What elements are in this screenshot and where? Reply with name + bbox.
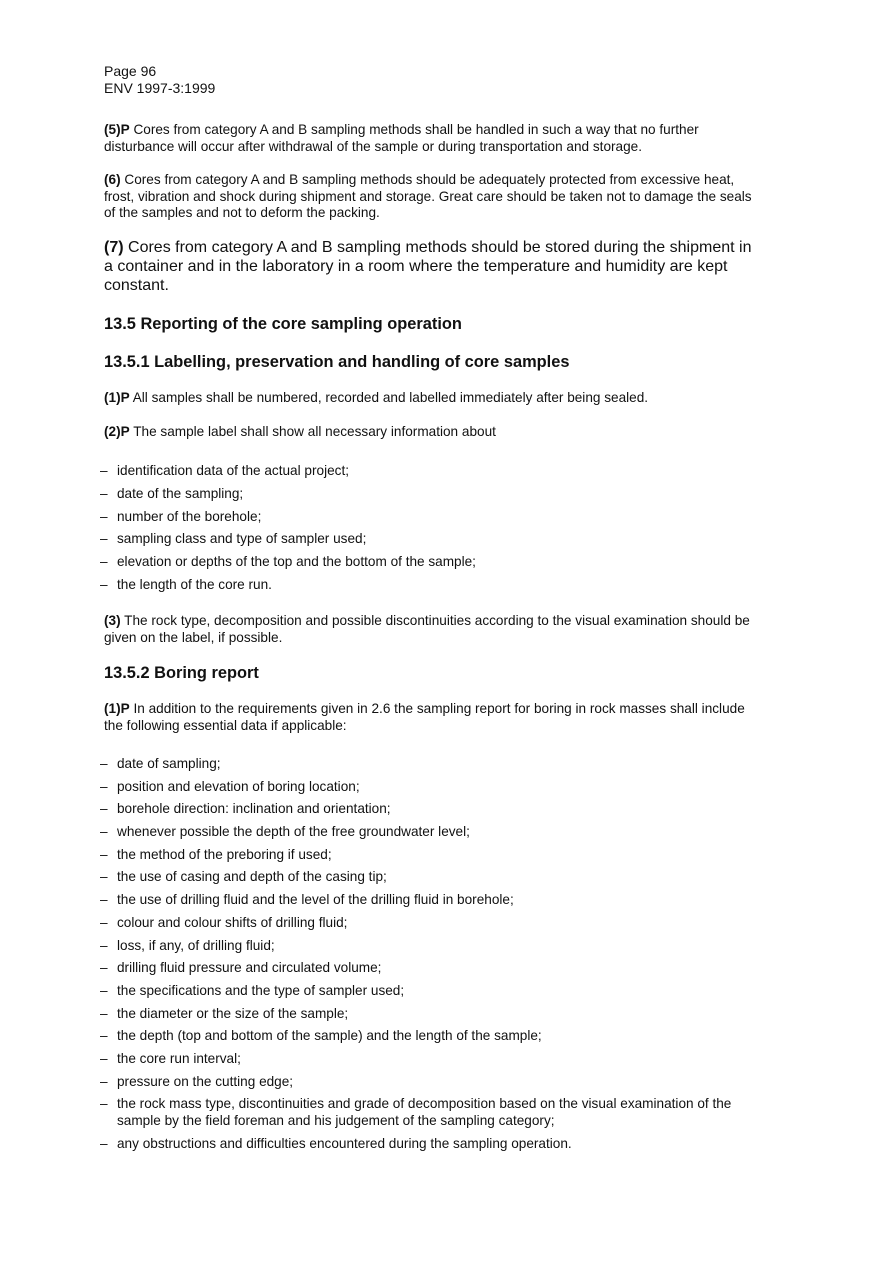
list-dash: –: [100, 1028, 108, 1044]
clause-text: Cores from category A and B sampling methods shall be handled in such a way that no further disturbance will occur after withdrawal of the sample or during transportation and storage.: [104, 122, 699, 154]
list-item: [100, 779, 770, 796]
list-item-text: drilling fluid pressure and circulated volume;: [117, 960, 382, 976]
list-dash: –: [100, 937, 108, 953]
list-item-text: the length of the core run.: [117, 576, 272, 592]
paragraph-2p-label: [104, 424, 764, 441]
list-item: [100, 756, 770, 773]
list-item-text: elevation or depths of the top and the bottom of the sample;: [117, 554, 476, 570]
clause-label: (5)P: [104, 122, 130, 137]
list-item-text: any obstructions and difficulties encountered during the sampling operation.: [117, 1135, 572, 1151]
section-heading-13-5-1: 13.5.1 Labelling, preservation and handling of core samples: [104, 353, 570, 371]
list-dash: –: [100, 1005, 108, 1021]
clause-label: (1)P: [104, 701, 130, 716]
list-dash: –: [100, 554, 108, 570]
paragraph-6: [104, 172, 764, 222]
list-item-text: pressure on the cutting edge;: [117, 1073, 294, 1089]
section-heading-13-5-2: 13.5.2 Boring report: [104, 664, 259, 682]
label-info-list: [100, 463, 770, 600]
list-dash: –: [100, 1135, 108, 1151]
page-number: Page 96: [104, 63, 157, 79]
clause-text: All samples shall be numbered, recorded and labelled immediately after being sealed.: [129, 390, 649, 405]
list-item-text: the use of drilling fluid and the level of the drilling fluid in borehole;: [117, 892, 514, 908]
list-item-text: the specifications and the type of sampler used;: [117, 982, 405, 998]
list-dash: –: [100, 531, 108, 547]
list-item: [100, 554, 770, 571]
list-item: [100, 960, 770, 977]
list-dash: –: [100, 463, 108, 478]
list-item-text: date of the sampling;: [117, 485, 244, 501]
list-dash: –: [100, 576, 108, 592]
list-item: [100, 869, 770, 886]
list-dash: –: [100, 485, 108, 501]
list-dash: –: [100, 756, 108, 771]
clause-text: Cores from category A and B sampling methods should be stored during the shipment in a container and in the laboratory in a room where the temperature and humidity are kept constant.: [104, 239, 752, 294]
list-item: [100, 509, 770, 526]
list-item-text: the use of casing and depth of the casing tip;: [117, 869, 387, 885]
list-item: [100, 463, 770, 480]
paragraph-7: [104, 238, 764, 295]
list-dash: –: [100, 914, 108, 930]
list-item: [100, 1006, 770, 1023]
list-dash: –: [100, 960, 108, 976]
paragraph-5p: [104, 122, 764, 155]
list-item: [100, 915, 770, 932]
list-item: [100, 486, 770, 503]
list-item-text: number of the borehole;: [117, 508, 262, 524]
boring-report-list: [100, 756, 770, 1158]
list-item: [100, 577, 770, 594]
paragraph-1p-labelling: [104, 390, 764, 407]
standard-code: ENV 1997-3:1999: [104, 80, 216, 96]
list-item-text: the method of the preboring if used;: [117, 846, 332, 862]
clause-text: Cores from category A and B sampling methods should be adequately protected from excessive heat, frost, vibration and shock during shipment and storage. Great care should be taken not to damage the seals of the samples and not to deform the packing.: [104, 172, 752, 221]
section-heading-13-5: 13.5 Reporting of the core sampling operation: [104, 315, 462, 333]
list-item-text: colour and colour shifts of drilling fluid;: [117, 914, 348, 930]
list-item-text: the core run interval;: [117, 1050, 241, 1066]
list-item: [100, 1074, 770, 1091]
list-item: [100, 983, 770, 1000]
list-item: [100, 1028, 770, 1045]
list-item: [100, 531, 770, 548]
list-dash: –: [100, 801, 108, 817]
page-header: [104, 63, 215, 97]
clause-text: The rock type, decomposition and possible discontinuities according to the visual examination should be given on the label, if possible.: [104, 613, 750, 645]
list-item-text: date of sampling;: [117, 756, 221, 771]
list-dash: –: [100, 869, 108, 885]
list-item: [100, 1051, 770, 1068]
list-item-text: the rock mass type, discontinuities and grade of decomposition based on the visual examination of the sample by the field foreman and his judgement of the sampling category;: [117, 1096, 732, 1128]
paragraph-3-rock-type: [104, 613, 764, 646]
list-item: [100, 1136, 770, 1153]
list-item: [100, 938, 770, 955]
list-item-text: sampling class and type of sampler used;: [117, 531, 367, 547]
list-item-text: identification data of the actual project;: [117, 463, 349, 478]
list-dash: –: [100, 1050, 108, 1066]
list-item-text: borehole direction: inclination and orientation;: [117, 801, 391, 817]
clause-text: In addition to the requirements given in 2.6 the sampling report for boring in rock masses shall include the following essential data if applicable:: [104, 701, 745, 733]
list-dash: –: [100, 892, 108, 908]
paragraph-1p-boring: [104, 701, 764, 734]
list-item-text: loss, if any, of drilling fluid;: [117, 937, 275, 953]
list-dash: –: [100, 982, 108, 998]
list-dash: –: [100, 824, 108, 840]
clause-label: (1)P: [104, 390, 130, 405]
list-item: [100, 892, 770, 909]
list-item-text: position and elevation of boring location;: [117, 778, 360, 794]
list-dash: –: [100, 1073, 108, 1089]
clause-label: (3): [104, 613, 121, 628]
clause-label: (7): [104, 239, 124, 256]
list-dash: –: [100, 846, 108, 862]
clause-label: (6): [104, 172, 121, 187]
list-item-text: whenever possible the depth of the free groundwater level;: [117, 824, 470, 840]
clause-label: (2)P: [104, 424, 130, 439]
clause-text: The sample label shall show all necessary information about: [129, 424, 496, 439]
list-item-text: the diameter or the size of the sample;: [117, 1005, 349, 1021]
list-dash: –: [100, 508, 108, 524]
list-item: [100, 1096, 770, 1129]
list-dash: –: [100, 1096, 108, 1112]
list-dash: –: [100, 778, 108, 794]
list-item: [100, 824, 770, 841]
list-item-text: the depth (top and bottom of the sample) and the length of the sample;: [117, 1028, 542, 1044]
list-item: [100, 847, 770, 864]
list-item: [100, 801, 770, 818]
